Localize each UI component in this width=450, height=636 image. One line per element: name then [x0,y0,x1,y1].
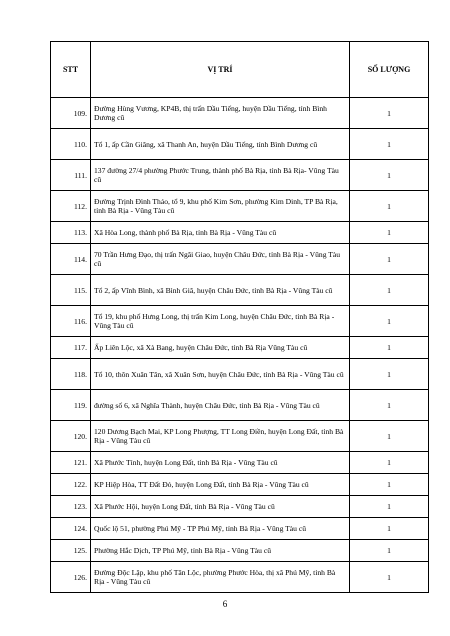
row-quantity: 1 [350,390,429,421]
row-position: 120 Dương Bạch Mai, KP Long Phượng, TT Long Điền, huyện Long Đất, tỉnh Bà Rịa - Vũng Tàu cũ [91,421,350,452]
table-row [51,191,429,222]
table-row [51,129,429,160]
row-quantity: 1 [350,452,429,474]
row-position: Quốc lộ 51, phường Phú Mỹ - TP Phú Mỹ, tỉnh Bà Rịa - Vũng Tàu cũ [91,518,350,540]
table-row [51,222,429,244]
row-stt: 118. [51,359,91,390]
header-stt: STT [51,42,91,98]
row-quantity: 1 [350,191,429,222]
row-stt: 113. [51,222,91,244]
header-position: VỊ TRÍ [91,42,350,98]
table-header-row [51,42,429,98]
row-position: 70 Trần Hưng Đạo, thị trấn Ngãi Giao, huyện Châu Đức, tỉnh Bà Rịa - Vũng Tàu cũ [91,244,350,275]
row-quantity: 1 [350,129,429,160]
table-row [51,275,429,306]
row-stt: 115. [51,275,91,306]
row-position: Xã Hòa Long, thành phố Bà Rịa, tỉnh Bà Rịa - Vũng Tàu cũ [91,222,350,244]
row-position: Tổ 10, thôn Xuân Tân, xã Xuân Sơn, huyện Châu Đức, tỉnh Bà Rịa - Vũng Tàu cũ [91,359,350,390]
table-row [51,421,429,452]
row-stt: 124. [51,518,91,540]
row-stt: 116. [51,306,91,337]
row-quantity: 1 [350,496,429,518]
table-row [51,496,429,518]
table-row [51,474,429,496]
table-row [51,160,429,191]
row-position: Ấp Liên Lộc, xã Xà Bang, huyện Châu Đức, tỉnh Bà Rịa Vũng Tàu cũ [91,337,350,359]
table-body [51,98,429,593]
row-stt: 126. [51,562,91,593]
row-quantity: 1 [350,474,429,496]
table-row [51,244,429,275]
row-quantity: 1 [350,244,429,275]
table-row [51,518,429,540]
table-row [51,562,429,593]
row-quantity: 1 [350,222,429,244]
row-stt: 112. [51,191,91,222]
row-position: Tổ 2, ấp Vĩnh Bình, xã Bình Giã, huyện Châu Đức, tỉnh Bà Rịa - Vũng Tàu cũ [91,275,350,306]
row-stt: 122. [51,474,91,496]
row-position: đường số 6, xã Nghĩa Thành, huyện Châu Đức, tỉnh Bà Rịa - Vũng Tàu cũ [91,390,350,421]
row-stt: 120. [51,421,91,452]
row-position: Đường Trịnh Đình Thảo, tổ 9, khu phố Kim Sơn, phường Kim Dinh, TP Bà Rịa, tỉnh Bà Rịa - Vũng Tàu cũ [91,191,350,222]
row-stt: 110. [51,129,91,160]
row-stt: 117. [51,337,91,359]
table-row [51,390,429,421]
row-quantity: 1 [350,562,429,593]
page-number: 6 [222,599,228,609]
row-stt: 119. [51,390,91,421]
row-quantity: 1 [350,540,429,562]
table-row [51,337,429,359]
row-stt: 109. [51,98,91,129]
row-quantity: 1 [350,160,429,191]
row-quantity: 1 [350,98,429,129]
row-quantity: 1 [350,337,429,359]
row-stt: 121. [51,452,91,474]
row-position: Đường Độc Lập, khu phố Tân Lộc, phường Phước Hòa, thị xã Phú Mỹ, tỉnh Bà Rịa - Vũng Tàu cũ [91,562,350,593]
row-position: Xã Phước Hội, huyện Long Đất, tỉnh Bà Rịa - Vũng Tàu cũ [91,496,350,518]
row-position: Đường Hùng Vương, KP4B, thị trấn Dầu Tiếng, huyện Dầu Tiếng, tỉnh Bình Dương cũ [91,98,350,129]
row-position: Tổ 19, khu phố Hưng Long, thị trấn Kim Long, huyện Châu Đức, tỉnh Bà Rịa -Vũng Tàu cũ [91,306,350,337]
table-row [51,98,429,129]
row-stt: 125. [51,540,91,562]
table-row [51,359,429,390]
row-stt: 114. [51,244,91,275]
row-quantity: 1 [350,421,429,452]
row-stt: 123. [51,496,91,518]
row-position: Phường Hắc Dịch, TP Phú Mỹ, tỉnh Bà Rịa - Vũng Tàu cũ [91,540,350,562]
row-position: Tổ 1, ấp Cần Giăng, xã Thanh An, huyện Dầu Tiếng, tỉnh Bình Dương cũ [91,129,350,160]
table-row [51,452,429,474]
header-quantity: SỐ LƯỢNG [350,42,429,98]
table-row [51,540,429,562]
row-stt: 111. [51,160,91,191]
row-quantity: 1 [350,359,429,390]
row-quantity: 1 [350,518,429,540]
row-position: KP Hiệp Hòa, TT Đất Đỏ, huyện Long Đất, tỉnh Bà Rịa - Vũng Tàu cũ [91,474,350,496]
row-position: Xã Phước Tỉnh, huyện Long Đất, tỉnh Bà Rịa - Vũng Tàu cũ [91,452,350,474]
row-quantity: 1 [350,275,429,306]
row-quantity: 1 [350,306,429,337]
row-position: 137 đường 27/4 phường Phước Trung, thành phố Bà Rịa, tỉnh Bà Rịa- Vũng Tàu cũ [91,160,350,191]
table-row [51,306,429,337]
locations-table [50,41,429,593]
